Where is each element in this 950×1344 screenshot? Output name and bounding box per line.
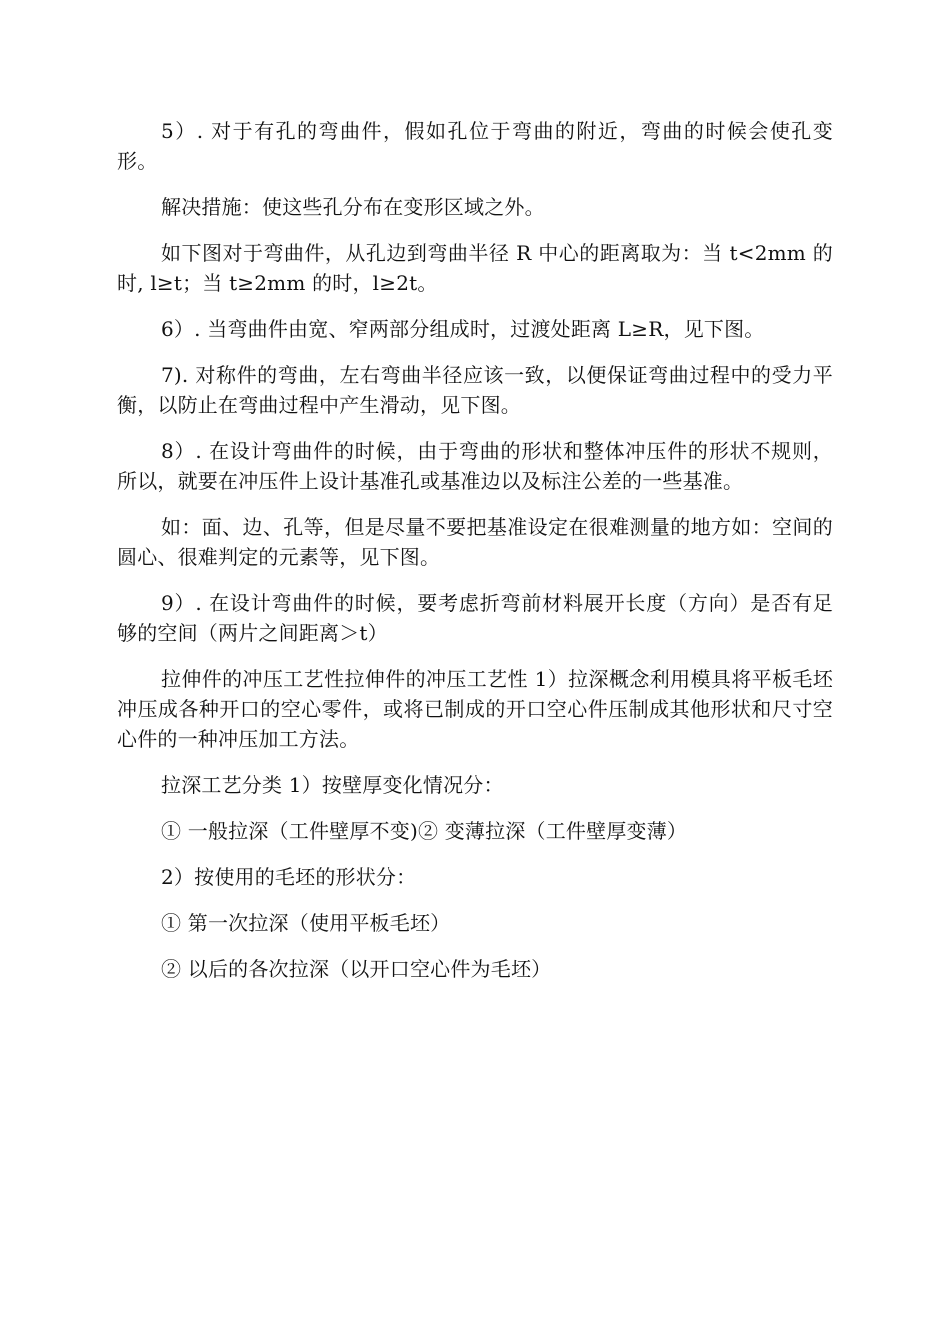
list-item-first-drawing: ① 第一次拉深（使用平板毛坯） (161, 911, 451, 935)
list-item-thickness-types: ① 一般拉深（工件壁厚不变)② 变薄拉深（工件壁厚变薄） (161, 819, 688, 843)
document-body (117, 116, 833, 1000)
paragraph-datum-examples: 如：面、边、孔等，但是尽量不要把基准设定在很难测量的地方如：空间的圆心、很难判定的元素等，见下图。 (117, 515, 833, 569)
paragraph-solution: 解决措施：使这些孔分布在变形区域之外。 (161, 195, 545, 219)
paragraph-drawing-classification: 拉深工艺分类 1）按壁厚变化情况分： (161, 773, 504, 797)
paragraph-6-transition: 6）. 当弯曲件由宽、窄两部分组成时，过渡处距离 L≥R，见下图。 (161, 317, 765, 341)
list-item-subsequent-drawing: ② 以后的各次拉深（以开口空心件为毛坯） (161, 957, 552, 981)
paragraph-9-unfold-length: 9）. 在设计弯曲件的时候，要考虑折弯前材料展开长度（方向）是否有足够的空间（两片之间距离＞t） (117, 591, 833, 645)
paragraph-8-datum: 8）. 在设计弯曲件的时候，由于弯曲的形状和整体冲压件的形状不规则，所以，就要在冲压件上设计基准孔或基准边以及标注公差的一些基准。 (117, 439, 833, 493)
paragraph-drawing-process: 拉伸件的冲压工艺性拉伸件的冲压工艺性 1）拉深概念利用模具将平板毛坯冲压成各种开口的空心零件，或将已制成的开口空心件压制成其他形状和尺寸空心件的一种冲压加工方法。 (117, 667, 833, 751)
paragraph-blank-shape: 2）按使用的毛坯的形状分： (161, 865, 417, 889)
paragraph-7-symmetric-bend: 7). 对称件的弯曲，左右弯曲半径应该一致，以便保证弯曲过程中的受力平衡，以防止在弯曲过程中产生滑动，见下图。 (117, 363, 833, 417)
paragraph-5-hole-deformation: 5）. 对于有孔的弯曲件，假如孔位于弯曲的附近，弯曲的时候会使孔变形。 (117, 119, 833, 173)
paragraph-hole-distance: 如下图对于弯曲件，从孔边到弯曲半径 R 中心的距离取为：当 t<2mm 的时, l≥t；当 t≥2mm 的时，l≥2t。 (117, 241, 833, 295)
